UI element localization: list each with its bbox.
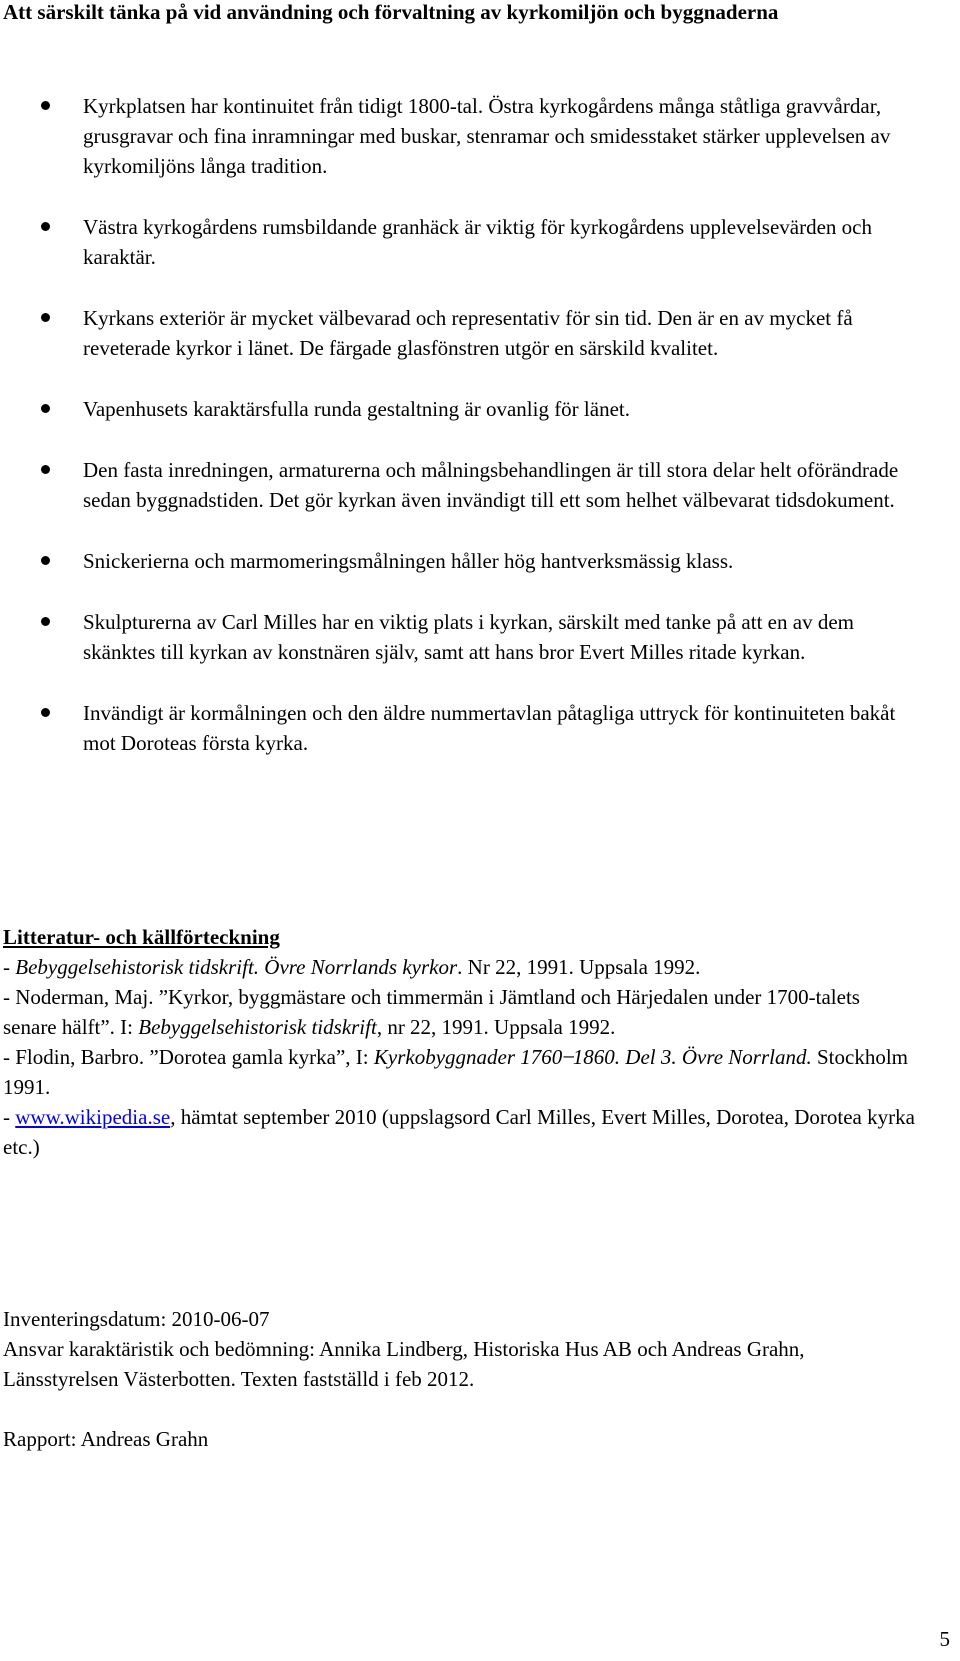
list-item bbox=[0, 91, 960, 181]
spacer bbox=[3, 1394, 918, 1424]
bullet-icon bbox=[41, 404, 50, 413]
list-item-text: Kyrkplatsen har kontinuitet från tidigt 1800-tal. Östra kyrkogårdens många ståtliga gravvårdar, grusgravar och fina inramningar med buskar, stenramar och smidesstaket stärker upplevelsen av kyrkomiljöns långa tradition. bbox=[83, 94, 891, 178]
bullet-icon bbox=[41, 708, 50, 717]
report-author: Rapport: Andreas Grahn bbox=[3, 1427, 209, 1451]
list-item bbox=[0, 303, 960, 363]
bullet-list bbox=[0, 91, 960, 789]
reference-dash: - bbox=[3, 955, 16, 979]
reference-title: Kyrkobyggnader 1760 ̶ 1860. Del 3. Övre Norrland. bbox=[373, 1045, 812, 1069]
list-item-text: Snickerierna och marmomeringsmålningen håller hög hantverksmässig klass. bbox=[83, 549, 734, 573]
reference-details: , nr 22, 1991. Uppsala 1992. bbox=[376, 1015, 616, 1039]
section-heading: Att särskilt tänka på vid användning och förvaltning av kyrkomiljön och byggnaderna bbox=[3, 0, 779, 24]
list-item bbox=[0, 546, 960, 576]
bullet-icon bbox=[41, 556, 50, 565]
reference-author: - Noderman, Maj. ”Kyrkor, byggmästare och timmermän i Jämtland och Härjedalen under 1700-talets senare hälft”. I: bbox=[3, 985, 860, 1039]
page-number: 5 bbox=[939, 1627, 950, 1651]
list-item-text: Kyrkans exteriör är mycket välbevarad och representativ för sin tid. Den är en av mycket få reveterade kyrkor i länet. De färgade glasfönstren utgör en särskild kvalitet. bbox=[83, 306, 853, 360]
bullet-icon bbox=[41, 222, 50, 231]
bullet-icon bbox=[41, 465, 50, 474]
inventory-date: Inventeringsdatum: 2010-06-07 bbox=[3, 1307, 270, 1331]
list-item bbox=[0, 212, 960, 272]
list-item-text: Vapenhusets karaktärsfulla runda gestaltning är ovanlig för länet. bbox=[83, 397, 630, 421]
reference-details: , hämtat september 2010 (uppslagsord Carl Milles, Evert Milles, Dorotea, Dorotea kyrka etc.) bbox=[3, 1105, 915, 1159]
bullet-icon bbox=[41, 101, 50, 110]
reference-item bbox=[3, 1102, 918, 1162]
bullet-icon bbox=[41, 617, 50, 626]
reference-dash: - bbox=[3, 1105, 16, 1129]
list-item bbox=[0, 394, 960, 424]
list-item-text: Invändigt är kormålningen och den äldre nummertavlan påtagliga uttryck för kontinuiteten bakåt mot Doroteas första kyrka. bbox=[83, 701, 896, 755]
list-item bbox=[0, 455, 960, 515]
list-item-text: Den fasta inredningen, armaturerna och målningsbehandlingen är till stora delar helt oförändrade sedan byggnadstiden. Det gör kyrkan även invändigt till ett som helhet välbevarat tidsdokument. bbox=[83, 458, 899, 512]
list-item bbox=[0, 607, 960, 667]
reference-author: - Flodin, Barbro. ”Dorotea gamla kyrka”, I: bbox=[3, 1045, 374, 1069]
reference-item bbox=[3, 1042, 918, 1102]
reference-details: Stockholm 1991. bbox=[3, 1045, 908, 1099]
list-item bbox=[0, 698, 960, 758]
literature-heading: Litteratur- och källförteckning bbox=[3, 925, 280, 949]
list-item-text: Skulpturerna av Carl Milles har en viktig plats i kyrkan, särskilt med tanke på att en av dem skänktes till kyrkan av konstnären själv, samt att hans bror Evert Milles ritade kyrkan. bbox=[83, 610, 854, 664]
responsible-text: Ansvar karaktäristik och bedömning: Annika Lindberg, Historiska Hus AB och Andreas Grahn, Länsstyrelsen Västerbotten. Texten fastställd i feb 2012. bbox=[3, 1337, 805, 1391]
wikipedia-link[interactable]: www.wikipedia.se bbox=[15, 1105, 171, 1129]
reference-details: . Nr 22, 1991. Uppsala 1992. bbox=[457, 955, 701, 979]
literature-section bbox=[3, 922, 918, 1162]
reference-item bbox=[3, 982, 918, 1042]
list-item-text: Västra kyrkogårdens rumsbildande granhäck är viktig för kyrkogårdens upplevelsevärden och karaktär. bbox=[83, 215, 872, 269]
document-footer bbox=[3, 1304, 918, 1454]
reference-title: Bebyggelsehistorisk tidskrift. Övre Norrlands kyrkor bbox=[15, 955, 458, 979]
reference-item bbox=[3, 952, 918, 982]
reference-title: Bebyggelsehistorisk tidskrift bbox=[138, 1015, 377, 1039]
bullet-icon bbox=[41, 313, 50, 322]
